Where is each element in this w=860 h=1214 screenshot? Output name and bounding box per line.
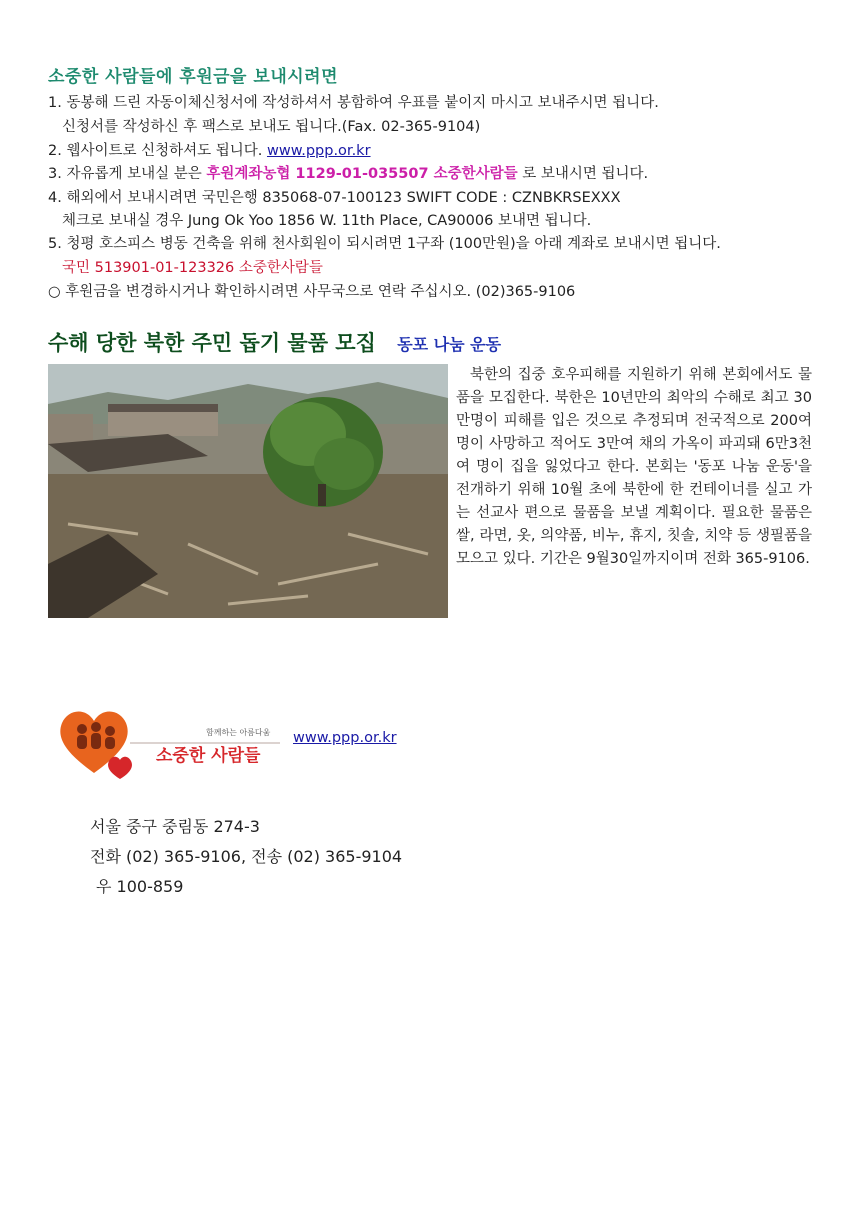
- instruction-2-text: 2. 웹사이트로 신청하셔도 됩니다.: [48, 143, 263, 159]
- website-link[interactable]: www.ppp.or.kr: [266, 143, 371, 159]
- relief-title: 수해 당한 북한 주민 돕기 물품 모집: [48, 331, 376, 355]
- footer-zip: 우 100-859: [96, 877, 184, 896]
- heart-logo-icon: [56, 703, 280, 781]
- nh-account: 후원계좌농협 1129-01-035507 소중한사람들: [206, 166, 518, 182]
- flood-photo: [48, 364, 448, 618]
- relief-article-text: 북한의 집중 호우피해를 지원하기 위해 본회에서도 물품을 모집한다. 북한은 10년만의 최악의 수해로 최고 30만명이 피해를 입은 것으로 추정되며 전국적으로 200여명이 사망하고 적어도 3만여 채의 가옥이 파괴돼 6만3천 여 명이 집을 잃었다고 한다. 본회는 '동포 나눔 운동'을 전개하기 위해 10월 초에 북한에 한 컨테이너를 실고 가는 선교사 편으로 물품을 보낼 계획이다. 필요한 물품은 쌀, 라면, 옷, 의약품, 비누, 휴지, 칫솔, 치약 등 생필품을 모으고 있다. 기간은 9월30일까지이며 전화 365-9106.: [456, 367, 812, 567]
- sojunghan-logo: [56, 703, 280, 781]
- contact-note: ○ 후원금을 변경하시거나 확인하시려면 사무국으로 연락 주십시오. (02)365-9106: [48, 284, 576, 300]
- footer-address: 서울 중구 중림동 274-3: [90, 817, 260, 836]
- logo-tagline: 함께하는 아름다움: [206, 728, 271, 737]
- footer-phone: 전화 (02) 365-9106, 전송 (02) 365-9104: [90, 847, 403, 866]
- relief-article: [456, 364, 812, 571]
- relief-subtitle: 동포 나눔 운동: [397, 335, 502, 354]
- instruction-4-check: 체크로 보내실 경우 Jung Ok Yoo 1856 W. 11th Place, CA90006 보내면 됩니다.: [62, 213, 592, 229]
- instruction-1-fax: 신청서를 작성하신 후 팩스로 보내도 됩니다.(Fax. 02-365-9104): [62, 119, 481, 135]
- instruction-2: [48, 139, 371, 160]
- flood-scene-illustration: [48, 364, 448, 618]
- donation-section-title: 소중한 사람들에 후원금을 보내시려면: [48, 67, 339, 87]
- instruction-3-tail: 로 보내시면 됩니다.: [522, 166, 649, 182]
- footer-website-link[interactable]: www.ppp.or.kr: [293, 730, 397, 746]
- instruction-3: [48, 162, 648, 183]
- kb-account: 국민 513901-01-123326 소중한사람들: [62, 260, 323, 276]
- logo-name: 소중한 사람들: [156, 746, 261, 766]
- instruction-1: 1. 동봉해 드린 자동이체신청서에 작성하셔서 봉함하여 우표를 붙이지 마시고 보내주시면 됩니다.: [48, 95, 659, 111]
- instruction-3-text: 3. 자유롭게 보내실 분은: [48, 166, 202, 182]
- instruction-5: 5. 청평 호스피스 병동 건축을 위해 천사회원이 되시려면 1구좌 (100만원)을 아래 계좌로 보내시면 됩니다.: [48, 236, 721, 252]
- relief-heading: [48, 327, 501, 357]
- instruction-4: 4. 해외에서 보내시려면 국민은행 835068-07-100123 SWIFT CODE : CZNBKRSEXXX: [48, 190, 621, 206]
